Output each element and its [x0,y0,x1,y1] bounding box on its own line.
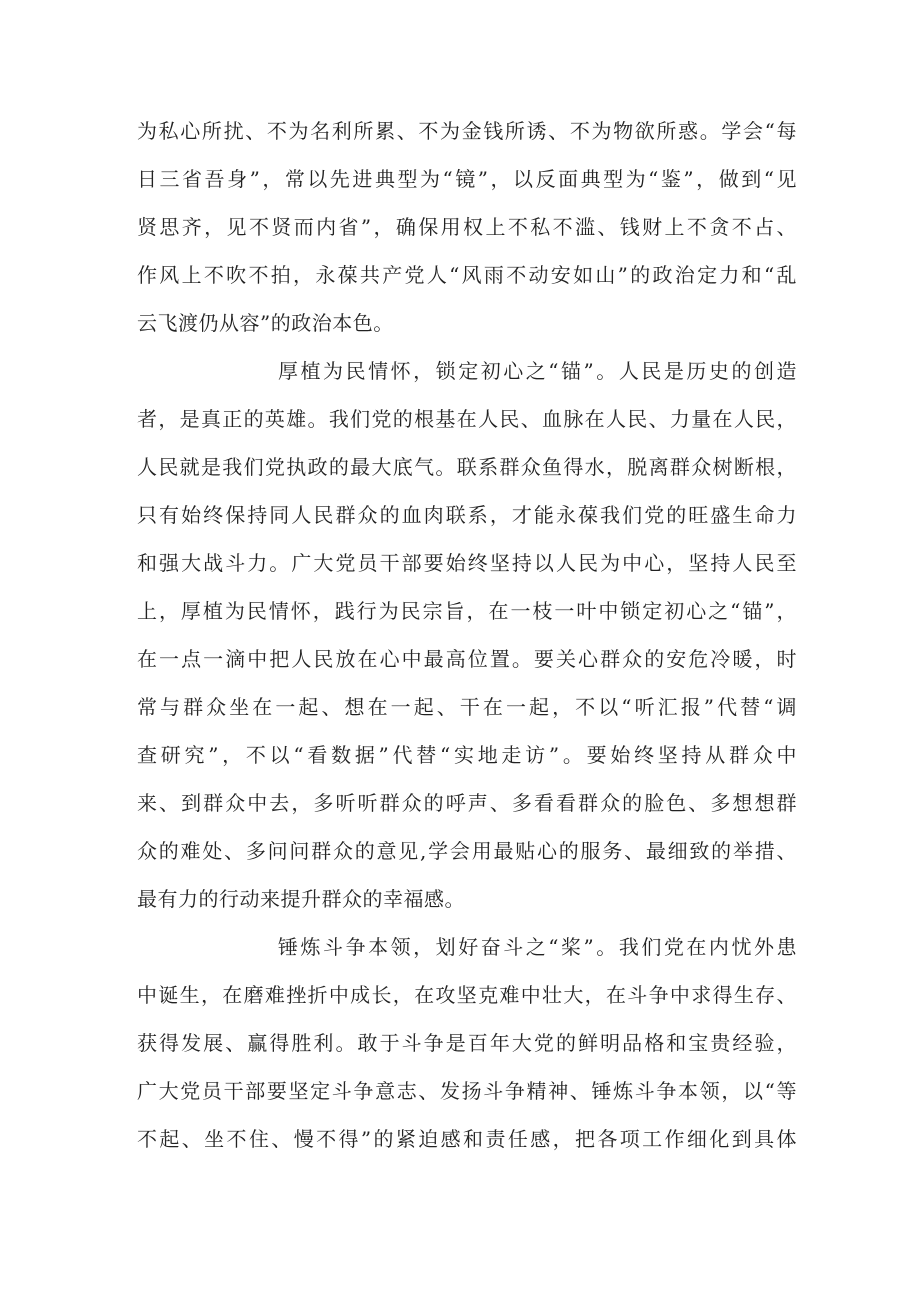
text-line: 云飞渡仍从容”的政治本色。 [137,311,394,335]
text-line: 人民就是我们党执政的最大底气。联系群众鱼得水，脱离群众树断根， [137,455,797,479]
text-line: 广大党员干部要坚定斗争意志、发扬斗争精神、锤炼斗争本领，以“等 [137,1079,797,1103]
text-line: 来、到群众中去，多听听群众的呼声、多看看群众的脸色、多想想群 [137,791,797,815]
text-line: 日三省吾身”，常以先进典型为“镜”，以反面典型为“鉴”，做到“见 [137,167,797,191]
text-line: 众的难处、多问问群众的意见,学会用最贴心的服务、最细致的举措、 [137,839,797,863]
text-line: 常与群众坐在一起、想在一起、干在一起，不以“听汇报”代替“调 [137,695,797,719]
text-line: 在一点一滴中把人民放在心中最高位置。要关心群众的安危冷暖，时 [137,647,797,671]
text-line: 作风上不吹不拍，永葆共产党人“风雨不动安如山”的政治定力和“乱 [137,263,797,287]
text-line: 上，厚植为民情怀，践行为民宗旨，在一枝一叶中锁定初心之“锚”， [137,599,797,623]
text-line: 者，是真正的英雄。我们党的根基在人民、血脉在人民、力量在人民， [137,407,797,431]
text-line: 不起、坐不住、慢不得”的紧迫感和责任感，把各项工作细化到具体 [137,1127,797,1151]
text-line: 锤炼斗争本领，划好奋斗之“桨”。我们党在内忧外患 [278,935,797,959]
text-line: 获得发展、赢得胜利。敢于斗争是百年大党的鲜明品格和宝贵经验， [137,1031,797,1055]
text-line: 厚植为民情怀，锁定初心之“锚”。人民是历史的创造 [278,359,797,383]
text-line: 查研究”，不以“看数据”代替“实地走访”。要始终坚持从群众中 [137,743,797,767]
text-line: 中诞生，在磨难挫折中成长，在攻坚克难中壮大，在斗争中求得生存、 [137,983,797,1007]
text-line: 和强大战斗力。广大党员干部要始终坚持以人民为中心，坚持人民至 [137,551,797,575]
text-line: 只有始终保持同人民群众的血肉联系，才能永葆我们党的旺盛生命力 [137,503,797,527]
text-line: 最有力的行动来提升群众的幸福感。 [137,887,465,911]
text-line: 为私心所扰、不为名利所累、不为金钱所诱、不为物欲所惑。学会“每 [137,119,797,143]
text-line: 贤思齐，见不贤而内省”，确保用权上不私不滥、钱财上不贪不占、 [137,215,797,239]
